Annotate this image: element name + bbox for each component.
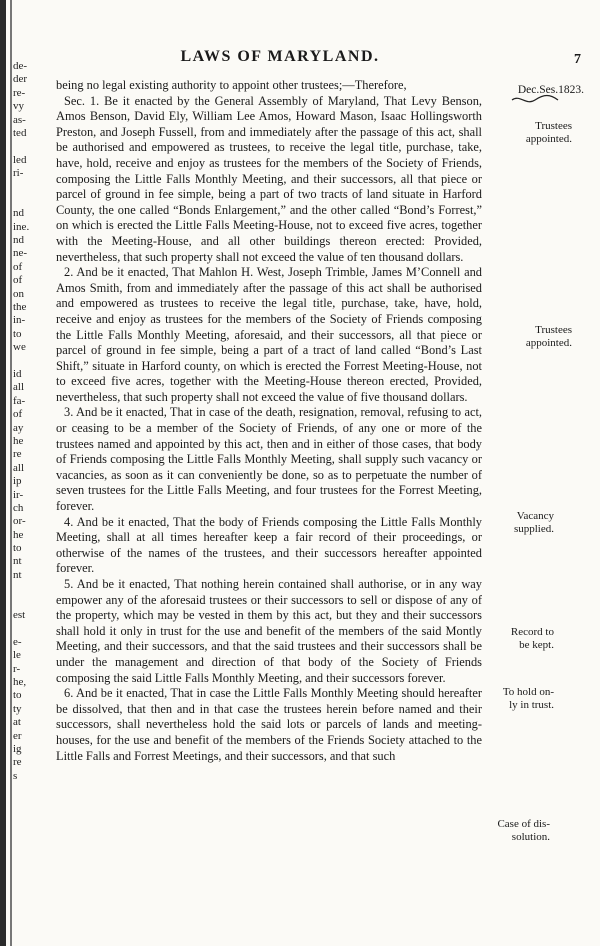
margin-fragment: to — [13, 689, 22, 702]
side-note-line: appointed. — [525, 133, 572, 145]
side-note-line: solution. — [511, 831, 550, 843]
margin-fragment: est — [13, 609, 26, 622]
margin-fragment: we — [13, 341, 26, 354]
paragraph-section-5: 5. And be it enacted, That nothing herein contained shall authorise, or in any way empower any of the aforesaid trustees or their successors to sell or dispose of any of the property, which may be vested in them by this act, but they and their successors shall hold it only in trust for the use and benefit of the members of the said Montly Meeting, and their successors, and that the said trustees and their successors shall be under the management and direction of that body of the Society of Friends composing the said Little Falls Monthly Meeting, and their successors forever. — [56, 577, 482, 685]
main-text-column — [56, 78, 482, 764]
side-note-line: To hold on- — [502, 686, 554, 698]
margin-fragment: ir- — [13, 488, 24, 501]
margin-fragment: re — [13, 756, 22, 769]
margin-fragment: er — [13, 729, 22, 742]
margin-fragment: led — [13, 153, 27, 166]
margin-fragment: s — [13, 769, 18, 782]
margin-fragment — [13, 355, 43, 368]
margin-fragment: re — [13, 448, 22, 461]
margin-fragment: id — [13, 367, 22, 380]
side-note-trustees-appointed-2 — [486, 324, 572, 350]
margin-fragment: e- — [13, 635, 22, 648]
margin-fragment: nd — [13, 207, 24, 220]
margin-fragment: nt — [13, 568, 22, 581]
session-date: Dec.Ses.1823. — [517, 84, 584, 96]
margin-fragment — [13, 194, 43, 207]
side-note-line: appointed. — [525, 337, 572, 349]
margin-fragment: r- — [13, 662, 21, 675]
margin-fragment: of — [13, 408, 23, 421]
paragraph-preamble: being no legal existing authority to appoint other trustees;—Therefore, — [56, 78, 407, 92]
paragraph-section-1: Sec. 1. Be it enacted by the General Assembly of Maryland, That Levy Benson, Amos Benson, David Ely, William Lee Amos, Howard Mason, Isaac Hollingsworth Preston, and Joseph Fussell, from and immediately after the passage of this act, shall be authorised and empowered as trustees, to receive the legal title, purchase, take, have, hold, receive and enjoy as trustees for the members of the Society of Friends, composing the Little Falls Monthly Meeting, and their successors, all that piece or parcel of ground in fee simple, being a part of two tracts of land situate in Harford County, the one called “Bonds Enlargement,” and the other called “Bond’s Forrest,” on which is erected the Little Falls Meeting-House, not to exceed five acres, together with the Meeting-House, and all other buildings thereon erected: Provided, nevertheless, that such property shall not exceed the value of ten thousand dollars. — [56, 93, 482, 264]
margin-fragment: nt — [13, 555, 22, 568]
margin-fragment: to — [13, 542, 22, 555]
margin-fragment: le — [13, 649, 21, 662]
margin-fragment: ch — [13, 501, 24, 514]
side-note-line: ly in trust. — [509, 699, 554, 711]
side-note-line: supplied. — [513, 523, 554, 535]
margin-fragment: in- — [13, 314, 26, 327]
margin-fragment: the — [13, 301, 27, 314]
decorative-swash-icon — [510, 94, 560, 106]
margin-fragment: ted — [13, 126, 27, 139]
margin-fragment: ig — [13, 742, 22, 755]
side-note-record-kept — [486, 626, 554, 652]
left-margin-fragments — [13, 60, 43, 783]
margin-fragment: der — [13, 73, 28, 86]
margin-fragment: all — [13, 461, 24, 474]
page-number: 7 — [574, 52, 581, 67]
paragraph-section-2: 2. And be it enacted, That Mahlon H. West, Joseph Trimble, James M’Connell and Amos Smith, from and immediately after the passage of this act shall be authorised and empowered as trustees to receive the legal title, purchase, take, have, hold, receive and enjoy as trustees for the members of the Society of Friends composing the Little Falls Monthly Meeting, aforesaid, and their successors, all that piece or parcel of ground in fee simple, being a part of a tract of land called “Bond’s Last Shift,” situate in Harford county, on which is erected the Forrest Meeting-House, not to exceed five acres, together with the Meeting-House thereon erected, Provided, nevertheless, that such property shall not exceed the value of five thousand dollars. — [56, 265, 482, 404]
margin-fragment: ri- — [13, 167, 24, 180]
margin-fragment: ip — [13, 475, 22, 488]
margin-fragment: of — [13, 274, 23, 287]
margin-fragment: on — [13, 287, 24, 300]
margin-fragment: he — [13, 528, 24, 541]
margin-fragment: ne- — [13, 247, 28, 260]
margin-fragment: de- — [13, 60, 28, 72]
side-note-line: Trustees — [535, 324, 572, 336]
margin-fragment: nd — [13, 234, 24, 247]
margin-fragment: or- — [13, 515, 26, 528]
side-note-line: Trustees — [535, 120, 572, 132]
margin-fragment: re- — [13, 86, 26, 99]
side-note-line: Case of dis- — [497, 818, 550, 830]
margin-fragment — [13, 140, 43, 153]
paragraph-section-4: 4. And be it enacted, That the body of Friends composing the Little Falls Monthly Meeting, shall at all times hereafter keep a fair record of their proceedings, or otherwise of the names of the trustees, and their successors hereafter appointed forever. — [56, 514, 482, 576]
margin-fragment — [13, 181, 43, 194]
side-note-vacancy-supplied — [486, 510, 554, 536]
side-note-hold-in-trust — [486, 686, 554, 712]
margin-fragment — [13, 582, 43, 595]
margin-fragment: of — [13, 260, 23, 273]
margin-fragment: as- — [13, 113, 26, 126]
page-title: LAWS OF MARYLAND. — [180, 48, 380, 65]
margin-fragment — [13, 622, 43, 635]
margin-fragment: he, — [13, 675, 27, 688]
paragraph-section-3: 3. And be it enacted, That in case of the death, resignation, removal, refusing to act, or ceasing to be a member of the Society of Friends, of any one or more of the trustees named and appointed by this act, then and in either of those cases, that body of Friends composing the Little Falls Monthly Meeting, shall supply such vacancy or vacancies, as soon as it can conveniently be done, so as to perpetuate the number of seven trustees for the Little Falls Meeting, and four trustees for the Forrest Meeting, forever. — [56, 405, 482, 514]
paragraph-section-6: 6. And be it enacted, That in case the Little Falls Monthly Meeting should hereafter be dissolved, that then and in that case the trustees herein before named and their successors, shall nevertheless hold the said lots or parcels of lands and meeting-houses, for the use and benefit of the members of the Friends Society attached to the Little Falls and Forrest Meetings, and their successors, and that such — [56, 686, 482, 763]
page-binding — [0, 0, 6, 946]
margin-fragment: ay — [13, 421, 24, 434]
margin-fragment: ty — [13, 702, 22, 715]
side-note-case-of-dissolution — [486, 818, 550, 844]
side-note-line: Record to — [510, 626, 554, 638]
margin-fragment: vy — [13, 100, 24, 113]
margin-fragment: all — [13, 381, 24, 394]
page-binding-edge — [10, 0, 12, 946]
margin-fragment: fa- — [13, 394, 26, 407]
margin-fragment: to — [13, 327, 22, 340]
side-note-line: be kept. — [519, 639, 554, 651]
side-note-trustees-appointed-1 — [486, 120, 572, 146]
margin-fragment: he — [13, 434, 24, 447]
margin-fragment: ine. — [13, 220, 30, 233]
margin-fragment: at — [13, 716, 21, 729]
side-note-line: Vacancy — [516, 510, 554, 522]
margin-fragment — [13, 596, 43, 609]
